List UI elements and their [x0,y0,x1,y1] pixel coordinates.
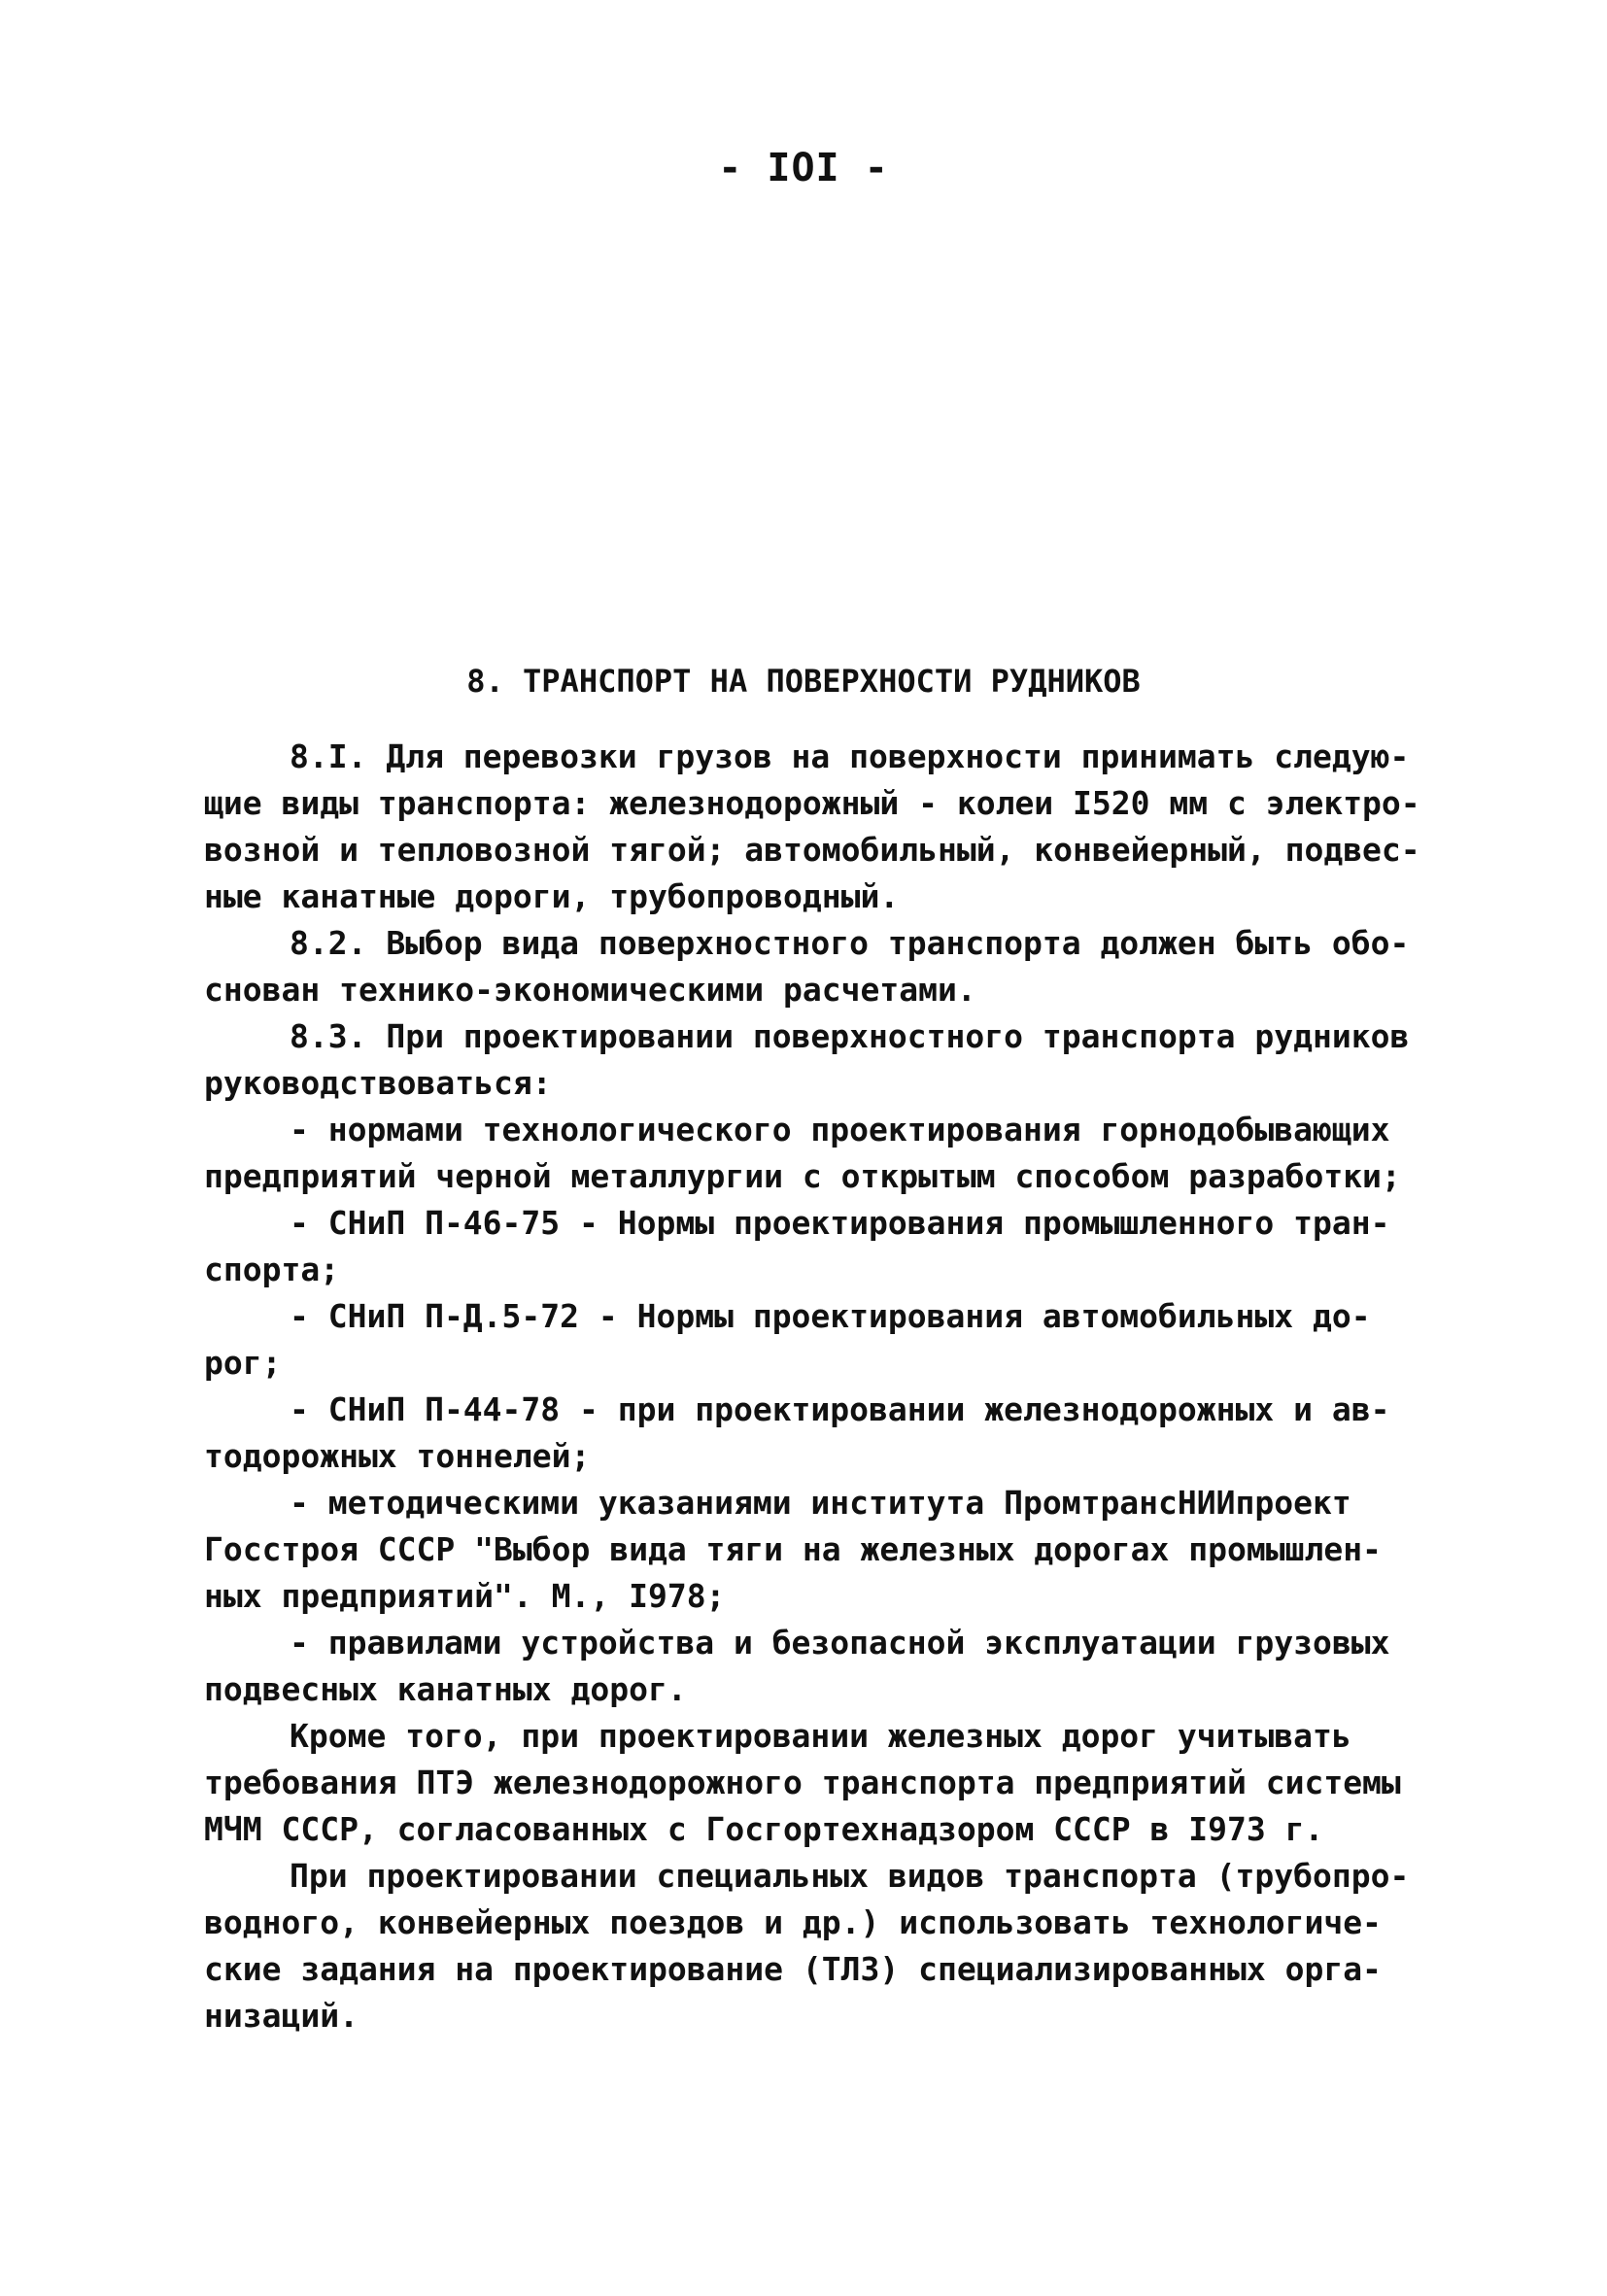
section-title: 8. ТРАНСПОРТ НА ПОВЕРХНОСТИ РУДНИКОВ [466,663,1141,700]
text-line: подвесных канатных дорог. [204,1670,687,1708]
text-line: рог; [204,1344,282,1382]
text-line: 8.3. При проектировании поверхностного транспорта рудников [290,1017,1410,1055]
text-line: 8.2. Выбор вида поверхностного транспорта должен быть обо- [290,924,1410,962]
text-line: щие виды транспорта: железнодорожный - колеи I520 мм с электро- [204,784,1420,822]
text-line: низаций. [204,1997,359,2035]
text-line: - СНиП П-46-75 - Нормы проектирования промышленного тран- [290,1204,1390,1242]
text-line: 8.I. Для перевозки грузов на поверхности принимать следую- [290,737,1410,775]
text-line: - нормами технологического проектирования горнодобывающих [290,1111,1390,1148]
text-line: Кроме того, при проектировании железных дорог учитывать [290,1717,1351,1755]
body-text [204,734,1438,2039]
text-line: ные канатные дороги, трубопроводный. [204,877,900,915]
text-line: - СНиП П-Д.5-72 - Нормы проектирования автомобильных до- [290,1297,1371,1335]
text-line: - методическими указаниями института ПромтрансНИИпроект [290,1484,1351,1522]
text-line: спорта; [204,1251,340,1288]
text-line: тодорожных тоннелей; [204,1437,591,1475]
text-line: ские задания на проектирование (ТЛЗ) специализированных орга- [204,1950,1382,1988]
text-line: - правилами устройства и безопасной эксплуатации грузовых [290,1624,1390,1662]
text-line: снован технико-экономическими расчетами. [204,971,976,1009]
text-line: Госстроя СССР "Выбор вида тяги на железных дорогах промышлен- [204,1530,1382,1568]
page-number: - IOI - [718,146,889,190]
text-line: ных предприятий". М., I978; [204,1577,726,1615]
text-line: возной и тепловозной тягой; автомобильный, конвейерный, подвес- [204,831,1420,869]
text-line: - СНиП П-44-78 - при проектировании железнодорожных и ав- [290,1390,1390,1428]
text-line: руководствоваться: [204,1064,552,1102]
text-line: МЧМ СССР, согласованных с Госгортехнадзором СССР в I973 г. [204,1810,1324,1848]
text-line: предприятий черной металлургии с открытым способом разработки; [204,1157,1401,1195]
text-line: При проектировании специальных видов транспорта (трубопро- [290,1857,1410,1895]
text-line: требования ПТЭ железнодорожного транспорта предприятий системы [204,1764,1401,1801]
text-line: водного, конвейерных поездов и др.) использовать технологиче- [204,1903,1382,1941]
